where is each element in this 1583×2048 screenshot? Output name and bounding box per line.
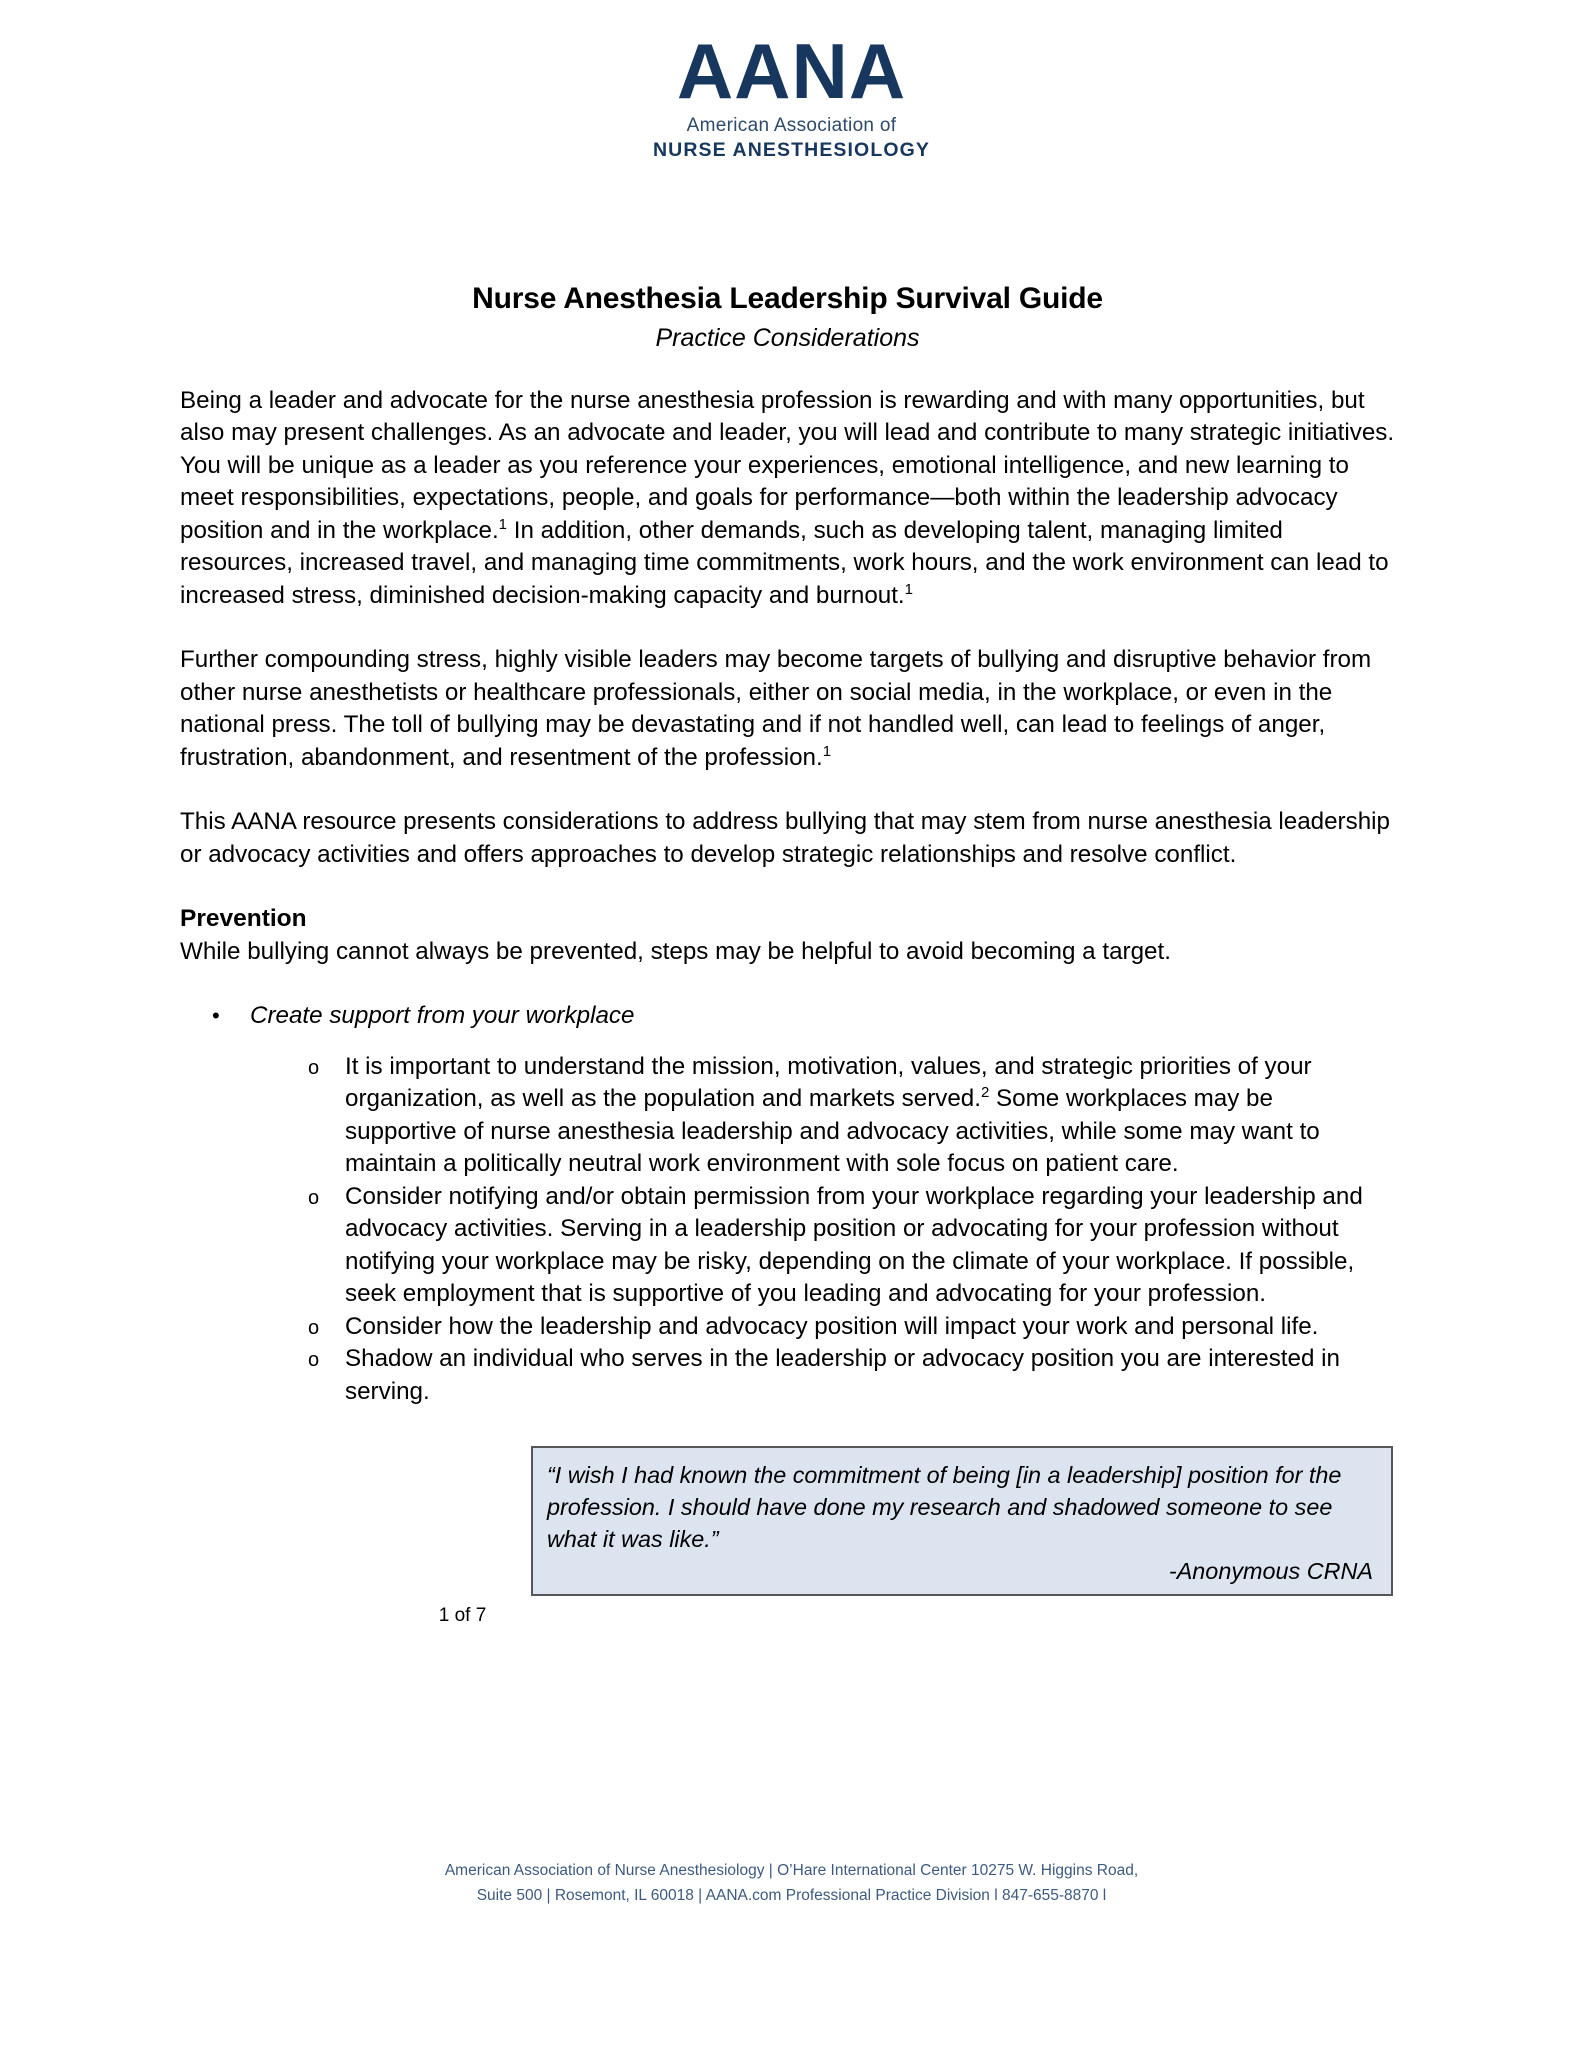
list-item-text-b: Some workplaces may be supportive of nurse anesthesia leadership and advocacy activities, while some may want to maintain a politically neutral work environment with sole focus on patient care. — [345, 1085, 1320, 1177]
quote-callout-wrapper — [180, 1446, 1395, 1596]
list-item — [308, 1311, 1395, 1344]
spacer — [180, 871, 1395, 903]
quote-attribution: -Anonymous CRNA — [1168, 1558, 1373, 1584]
list-item — [308, 1181, 1395, 1311]
aana-wordmark: AANA — [676, 27, 907, 115]
section-heading-prevention: Prevention — [180, 905, 307, 932]
document-subtitle: Practice Considerations — [655, 323, 920, 352]
sub-bullet-marker-icon: o — [308, 1056, 320, 1079]
list-item-text-a: It is important to understand the mission, motivation, values, and strategic priorities of your organization, as well as the population and markets served. — [345, 1052, 1312, 1112]
list-item — [308, 1343, 1395, 1408]
list-item — [308, 1051, 1395, 1181]
quote-text: “I wish I had known the commitment of being [in a leadership] position for the profession. I should have done my research and shadowed someone to see what it was like.” — [547, 1462, 1342, 1552]
aana-logo-line2: NURSE ANESTHESIOLOGY — [653, 139, 930, 162]
sub-bullet-marker-icon: o — [308, 1186, 320, 1209]
intro-paragraph-1-text-a: Being a leader and advocate for the nurse anesthesia profession is rewarding and with many opportunities, but also may present challenges. As an advocate and leader, you will lead and contribute to many strategic initiatives. You will be unique as a leader as you reference your experiences, emotional intelligence, and new learning to meet responsibilities, expectations, people, and goals for performance—both within the leadership advocacy position and in the workplace. — [180, 386, 1395, 544]
prevention-intro: While bullying cannot always be prevented, steps may be helpful to avoid becoming a target. — [180, 937, 1171, 965]
list-item-text-a: Consider how the leadership and advocacy position will impact your work and personal life. — [345, 1312, 1319, 1340]
bullet-create-support — [212, 1000, 1395, 1033]
spacer — [180, 968, 1395, 1000]
quote-callout — [531, 1446, 1393, 1596]
footnote-ref-1b: 1 — [904, 580, 914, 598]
document-content — [180, 0, 1395, 1627]
document-title: Nurse Anesthesia Leadership Survival Guide — [472, 282, 1103, 315]
intro-paragraph-1-text-b: In addition, other demands, such as developing talent, managing limited resources, increased travel, and managing time commitments, work hours, and the work environment can lead to increased stress, diminished decision-making capacity and burnout. — [180, 516, 1389, 609]
sub-bullet-marker-icon: o — [308, 1316, 320, 1339]
bullet-marker-icon: • — [212, 1003, 220, 1028]
sub-bullet-marker-icon: o — [308, 1349, 320, 1371]
intro-paragraph-2 — [180, 644, 1395, 774]
footer-line-1: American Association of Nurse Anesthesiology | O’Hare International Center 10275 W. Higgins Road, — [444, 1862, 1139, 1879]
footnote-ref-1a: 1 — [498, 515, 508, 533]
aana-logo-line1: American Association of — [686, 115, 897, 137]
spacer — [180, 774, 1395, 806]
spacer — [180, 612, 1395, 644]
footnote-ref-1c: 1 — [822, 742, 832, 760]
spacer — [180, 353, 1395, 385]
page-number: 1 of 7 — [438, 1605, 487, 1626]
footnote-ref-2: 2 — [980, 1083, 990, 1101]
bullet-create-support-label: Create support from your workplace — [250, 1002, 635, 1029]
list-item-text-a: Consider notifying and/or obtain permission from your workplace regarding your leadership and advocacy activities. Serving in a leadership position or advocating for your profession without notifying your workplace may be risky, depending on the climate of your workplace. If possible, seek employment that is supportive of you leading and advocating for your profession. — [345, 1182, 1363, 1307]
intro-paragraph-3: This AANA resource presents considerations to address bullying that may stem from nurse anesthesia leadership or advocacy activities and offers approaches to develop strategic relationships and resolve conflict. — [180, 808, 1390, 868]
footer-line-2: Suite 500 | Rosemont, IL 60018 | AANA.com Professional Practice Division l 847-655-8870 l — [476, 1887, 1107, 1904]
intro-paragraph-2-text: Further compounding stress, highly visible leaders may become targets of bullying and disruptive behavior from other nurse anesthetists or healthcare professionals, either on social media, in the workplace, or even in the national press. The toll of bullying may be devastating and if not handled well, can lead to feelings of anger, frustration, abandonment, and resentment of the profession. — [180, 646, 1372, 771]
list-item-text-a: Shadow an individual who serves in the leadership or advocacy position you are interested in serving. — [345, 1345, 1340, 1405]
page-footer — [0, 1858, 1583, 1908]
sub-bullet-list — [180, 1051, 1395, 1409]
intro-paragraph-1 — [180, 385, 1395, 613]
